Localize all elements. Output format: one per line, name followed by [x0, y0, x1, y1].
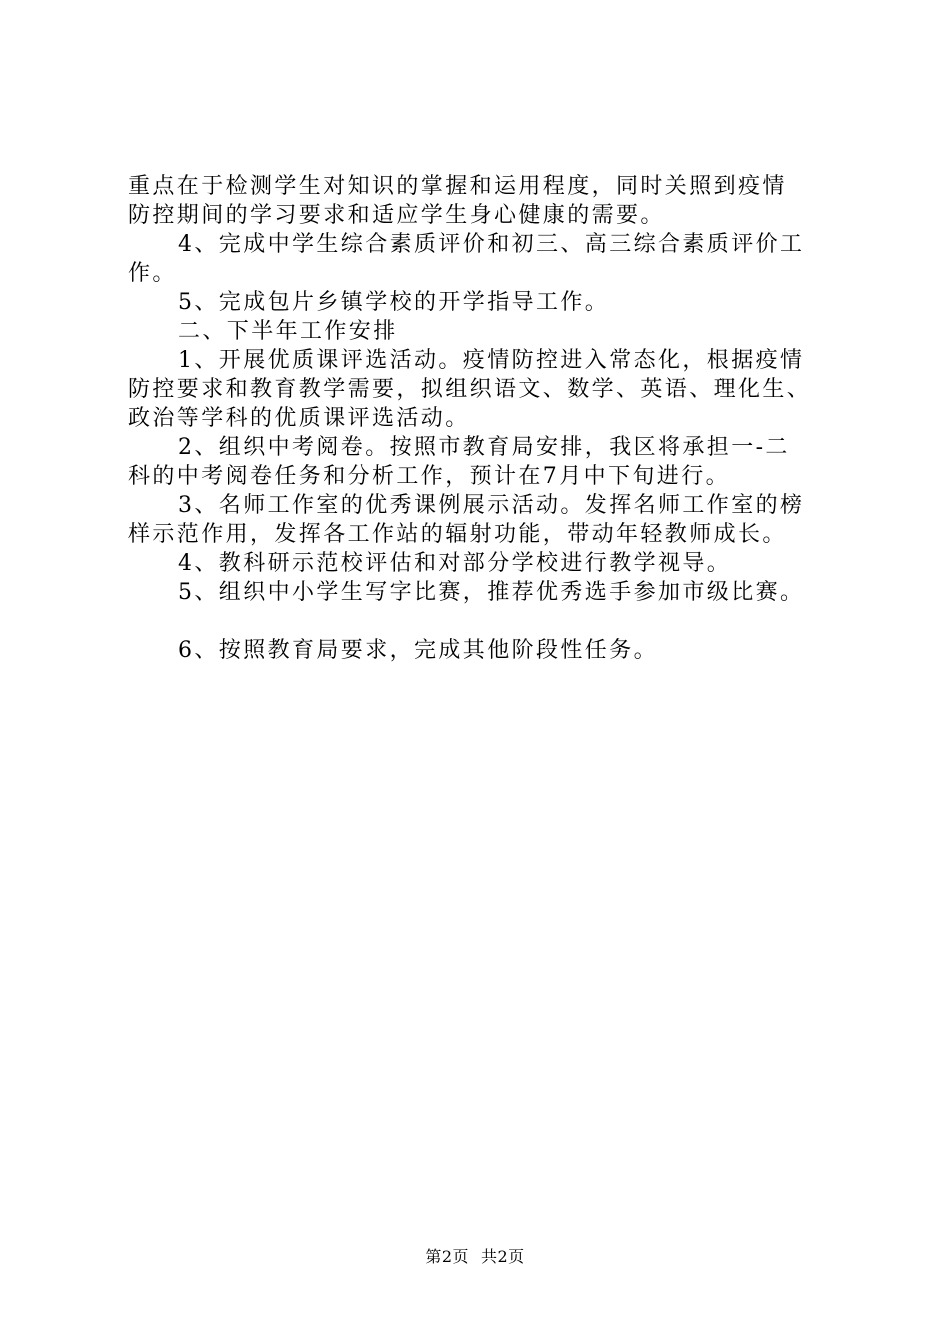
page-number-total: 共2页: [481, 1247, 525, 1266]
paragraph-line: 防控期间的学习要求和适应学生身心健康的需要。: [128, 203, 665, 228]
list-item-1-line-1: 1、开展优质课评选活动。疫情防控进入常态化，根据疫情: [178, 348, 805, 373]
section-heading: 二、下半年工作安排: [178, 319, 398, 344]
paragraph-line: 重点在于检测学生对知识的掌握和运用程度，同时关照到疫情: [128, 174, 787, 199]
list-item-2-line-1: 2、组织中考阅卷。按照市教育局安排，我区将承担一-二: [178, 435, 790, 460]
document-body: [128, 172, 838, 665]
list-item-3-line-2: 样示范作用，发挥各工作站的辐射功能，带动年轻教师成长。: [128, 522, 787, 547]
list-item-5: 5、完成包片乡镇学校的开学指导工作。: [178, 290, 610, 315]
list-item-4-line-2: 作。: [128, 261, 177, 286]
list-item-1-line-2: 防控要求和教育教学需要，拟组织语文、数学、英语、理化生、: [128, 377, 812, 402]
list-item-3-line-1: 3、名师工作室的优秀课例展示活动。发挥名师工作室的榜: [178, 493, 805, 518]
list-item-2-line-2: 科的中考阅卷任务和分析工作，预计在7月中下旬进行。: [128, 464, 730, 489]
page-footer: [0, 1244, 950, 1267]
list-item-6: 6、按照教育局要求，完成其他阶段性任务。: [178, 638, 658, 663]
list-item-1-line-3: 政治等学科的优质课评选活动。: [128, 406, 470, 431]
blank-line: [128, 607, 838, 636]
page-number-current: 第2页: [425, 1247, 469, 1266]
list-item-4-line-1: 4、完成中学生综合素质评价和初三、高三综合素质评价工: [178, 232, 805, 257]
list-item-4b: 4、教科研示范校评估和对部分学校进行教学视导。: [178, 551, 732, 576]
list-item-5b: 5、组织中小学生写字比赛，推荐优秀选手参加市级比赛。: [178, 580, 805, 605]
